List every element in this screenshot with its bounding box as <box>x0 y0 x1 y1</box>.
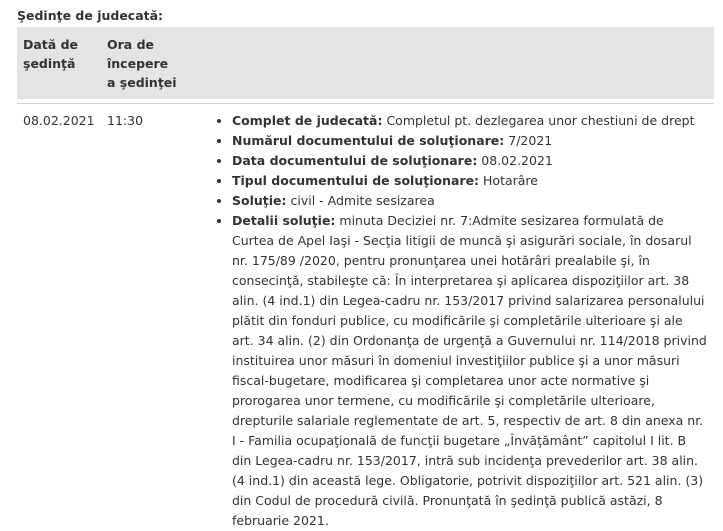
detail-label: Detalii soluţie: <box>232 213 335 228</box>
detail-value: 7/2021 <box>504 133 552 148</box>
detail-value: Completul pt. dezlegarea unor chestiuni de drept <box>382 113 694 128</box>
header-start-hour-line2: începere <box>107 56 168 71</box>
list-item-panel <box>232 111 708 131</box>
detail-label: Numărul documentului de soluţionare: <box>232 133 504 148</box>
detail-value: Hotarâre <box>479 173 538 188</box>
cell-session-date: 08.02.2021 <box>17 104 101 531</box>
table-header-row <box>17 27 714 99</box>
detail-label: Tipul documentului de soluţionare: <box>232 173 479 188</box>
detail-label: Soluţie: <box>232 193 287 208</box>
header-details <box>196 27 714 99</box>
table-row <box>17 104 714 531</box>
detail-value: minuta Deciziei nr. 7:Admite sesizarea formulată de Curtea de Apel Iaşi - Secţia litigii de muncă şi asigurări sociale, în dosarul nr. 175/89 /2020, pentru pronunţarea unei hotărâri prealabile şi, în consecinţă, stabileşte că: În interpretarea şi aplicarea dispoziţiilor art. 38 alin. (4 ind.1) din Legea-cadru nr. 153/2017 privind salarizarea personalului plătit din fonduri publice, cu modificările şi completările ulterioare şi ale art. 34 alin. (2) din Ordonanţa de urgenţă a Guvernului nr. 114/2018 privind instituirea unor măsuri în domeniul investiţiilor publice şi a unor măsuri fiscal-bugetare, modificarea şi completarea unor acte normative şi prorogarea unor termene, cu modificările şi completările ulterioare, drepturile salariale reglementate de art. 5, respectiv de art. 8 din anexa nr. I - Familia ocupaţională de funcţii bugetare „Învăţământ” capitolul I lit. B din Legea-cadru nr. 153/2017, intră sub incidenţa prevederilor art. 38 alin. (4 ind.1) din această lege. Obligatorie, potrivit dispoziţiilor art. 521 alin. (3) din Codul de procedură civilă. Pronunţată în şedinţă publică astăzi, 8 februarie 2021. <box>232 213 707 528</box>
sessions-table <box>17 27 714 531</box>
detail-value: civil - Admite sesizarea <box>287 193 435 208</box>
detail-label: Complet de judecată: <box>232 113 382 128</box>
header-start-hour-line3: a şedinţei <box>107 75 177 90</box>
header-session-date-line2: şedinţă <box>23 56 75 71</box>
header-session-date <box>17 27 101 99</box>
list-item-document-number <box>232 131 708 151</box>
header-session-date-line1: Dată de <box>23 37 78 52</box>
details-list <box>202 111 708 531</box>
header-start-hour <box>101 27 196 99</box>
section-title: Şedinţe de judecată: <box>17 8 163 23</box>
list-item-solution-details <box>232 211 708 531</box>
list-item-document-date <box>232 151 708 171</box>
list-item-solution <box>232 191 708 211</box>
detail-label: Data documentului de soluţionare: <box>232 153 477 168</box>
cell-details <box>196 104 714 531</box>
list-item-document-type <box>232 171 708 191</box>
header-start-hour-line1: Ora de <box>107 37 154 52</box>
detail-value: 08.02.2021 <box>477 153 553 168</box>
cell-start-hour: 11:30 <box>101 104 196 531</box>
